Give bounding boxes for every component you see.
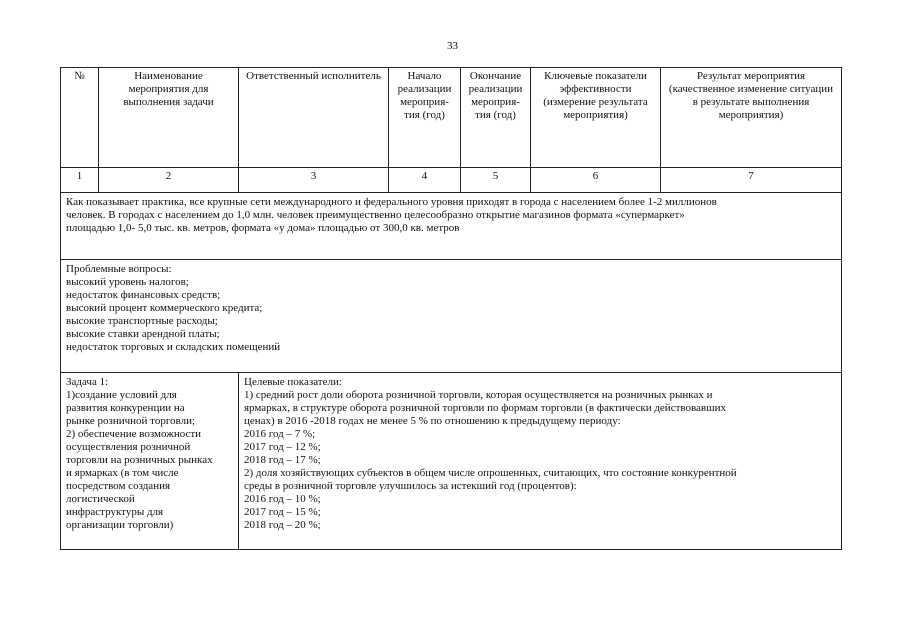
text-line: высокие транспортные расходы;: [66, 315, 218, 327]
text-line: посредством создания: [66, 480, 171, 492]
intro-row: [61, 193, 842, 260]
text-line: 1) средний рост доли оборота розничной торговли, которая осуществляется на розничных рынках и: [244, 389, 713, 401]
text-line: недостаток финансовых средств;: [66, 289, 221, 301]
text-line: Проблемные вопросы:: [66, 263, 172, 275]
column-numbers-row: [61, 168, 842, 193]
text-line: и ярмарках (в том числе: [66, 467, 179, 479]
text-line: ярмарках, в структуре оборота розничной торговли по формам торговли (в фактически действовавших: [244, 402, 726, 414]
text-line: торговли на розничных рынках: [66, 454, 213, 466]
column-number: 7: [661, 168, 842, 193]
column-number: 3: [239, 168, 389, 193]
text-line: высокий процент коммерческого кредита;: [66, 302, 263, 314]
text-line: среды в розничной торговле улучшилось за истекший год (процентов):: [244, 480, 577, 492]
measures-table: [60, 67, 842, 550]
column-number: 1: [61, 168, 99, 193]
text-line: высокие ставки арендной платы;: [66, 328, 220, 340]
text-line: 2016 год – 7 %;: [244, 428, 316, 440]
text-line: инфраструктуры для: [66, 506, 164, 518]
header-row: [61, 68, 842, 168]
header-cell-result: Результат мероприятия (качественное изменение ситуации в результате выполнения мероприятия): [661, 68, 842, 168]
text-line: площадью 1,0- 5,0 тыс. кв. метров, формата «у дома» площадью от 300,0 кв. метров: [66, 222, 460, 234]
header-cell-number: №: [61, 68, 99, 168]
text-line: 2018 год – 20 %;: [244, 519, 321, 531]
header-cell-start-year: Начало реализации мероприя-тия (год): [389, 68, 461, 168]
text-line: ценах) в 2016 -2018 годах не менее 5 % по отношению к предыдущему периоду:: [244, 415, 621, 427]
task-row: [61, 373, 842, 550]
header-cell-responsible: Ответственный исполнитель: [239, 68, 389, 168]
text-line: человек. В городах с населением до 1,0 млн. человек преимущественно целесообразно открытие магазинов формата «супермаркет»: [66, 209, 685, 221]
text-line: Целевые показатели:: [244, 376, 342, 388]
text-line: организации торговли): [66, 519, 174, 531]
problems-text: [61, 260, 842, 373]
text-line: 2016 год – 10 %;: [244, 493, 321, 505]
text-line: 2) доля хозяйствующих субъектов в общем числе опрошенных, считающих, что состояние конкурентной: [244, 467, 737, 479]
column-number: 6: [531, 168, 661, 193]
header-cell-measure-name: Наименование мероприятия для выполнения задачи: [99, 68, 239, 168]
text-line: логистической: [66, 493, 135, 505]
target-indicators: [239, 373, 842, 550]
text-line: рынке розничной торговли;: [66, 415, 196, 427]
text-line: 2017 год – 12 %;: [244, 441, 321, 453]
column-number: 4: [389, 168, 461, 193]
header-cell-key-indicators: Ключевые показатели эффективности (измерение результата мероприятия): [531, 68, 661, 168]
intro-text: [61, 193, 842, 260]
text-line: 2018 год – 17 %;: [244, 454, 321, 466]
header-cell-end-year: Окончание реализации мероприя-тия (год): [461, 68, 531, 168]
column-number: 5: [461, 168, 531, 193]
text-line: недостаток торговых и складских помещений: [66, 341, 281, 353]
page-number: 33: [447, 40, 458, 52]
text-line: Задача 1:: [66, 376, 109, 388]
text-line: осуществления розничной: [66, 441, 191, 453]
text-line: развития конкуренции на: [66, 402, 185, 414]
text-line: Как показывает практика, все крупные сети международного и федерального уровня приходят в города с населением более 1-2 миллионов: [66, 196, 717, 208]
task-description: [61, 373, 239, 550]
text-line: высокий уровень налогов;: [66, 276, 189, 288]
column-number: 2: [99, 168, 239, 193]
text-line: 2017 год – 15 %;: [244, 506, 321, 518]
text-line: 2) обеспечение возможности: [66, 428, 202, 440]
problems-row: [61, 260, 842, 373]
text-line: 1)создание условий для: [66, 389, 177, 401]
